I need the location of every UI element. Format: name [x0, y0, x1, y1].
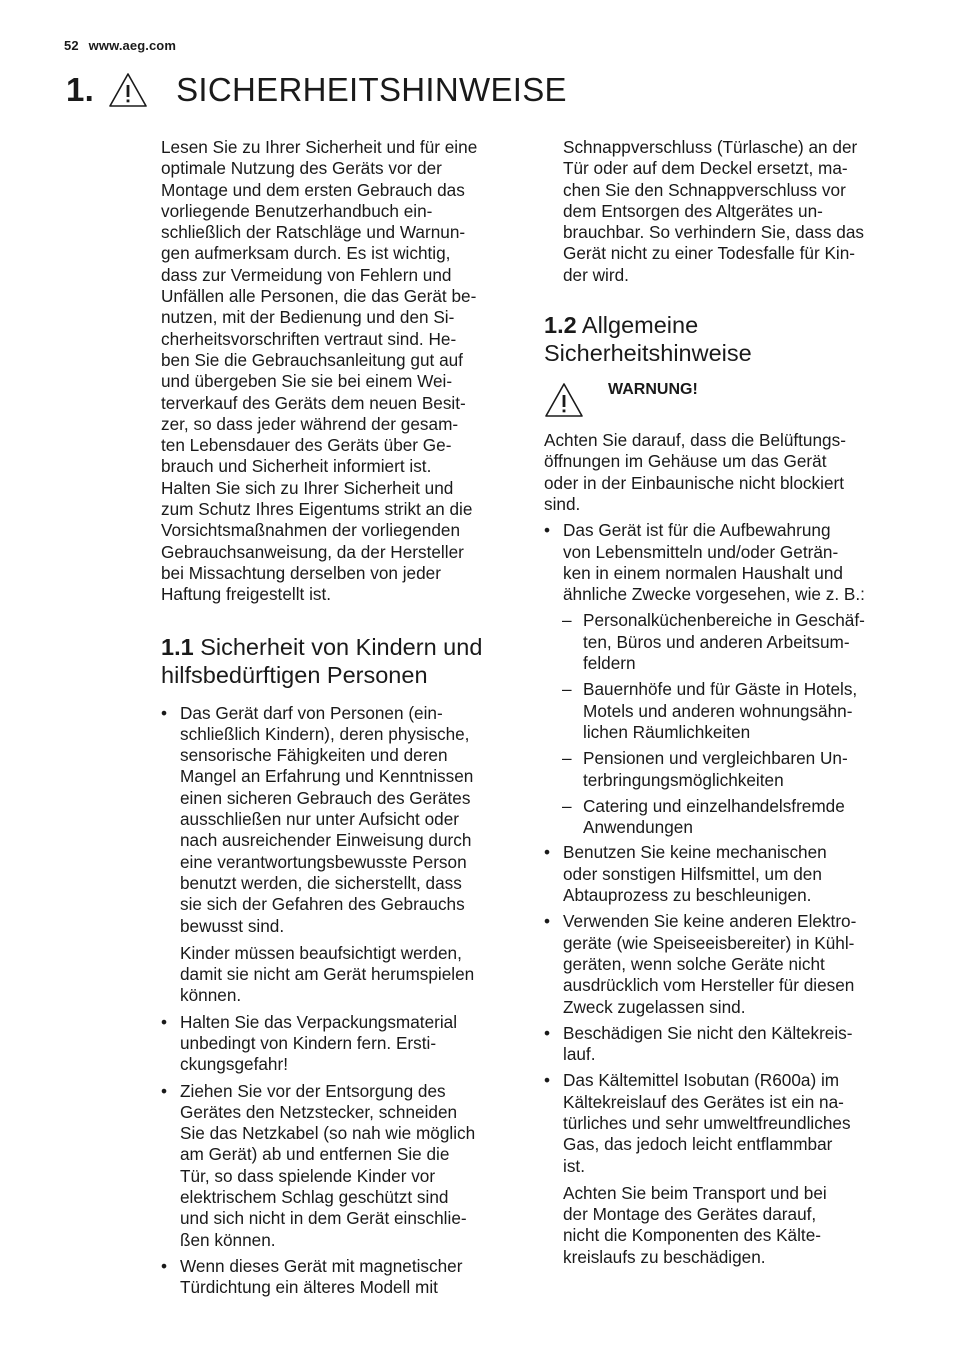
text-line: Pensionen und vergleichbaren Un-: [583, 748, 848, 769]
text-line: Abtauprozess zu beschleunigen.: [563, 885, 812, 906]
sub-list-item: [544, 796, 914, 839]
text-line: nach ausreichender Einweisung durch: [180, 830, 472, 851]
section-title-line: hilfsbedürftigen Personen: [161, 661, 428, 688]
text-line: Montage und dem ersten Gebrauch das: [161, 179, 465, 200]
warning-label: WARNUNG!: [608, 381, 698, 399]
text-line: sind.: [544, 493, 581, 514]
text-line: der Montage des Gerätes darauf,: [563, 1204, 817, 1225]
text-line: Gas, das jedoch leicht entflammbar: [563, 1134, 833, 1155]
chapter-title: [66, 68, 567, 112]
text-line: feldern: [583, 653, 636, 674]
text-line: ben Sie die Gebrauchsanleitung gut auf: [161, 349, 463, 370]
text-line: Tür, so dass spielende Kinder vor: [180, 1165, 436, 1186]
text-line: Motels und anderen wohnungsähn-: [583, 700, 853, 721]
text-line: terbringungsmöglichkeiten: [583, 769, 784, 790]
page-header: [64, 38, 176, 53]
text-line: Zweck zugelassen sind.: [563, 996, 746, 1017]
website-link[interactable]: www.aeg.com: [88, 38, 176, 53]
text-line: Tür oder auf dem Deckel ersetzt, ma-: [563, 158, 848, 179]
text-line: von Lebensmitteln und/oder Geträn-: [563, 541, 839, 562]
text-line: geräten, wenn solche Geräte nicht: [563, 953, 825, 974]
bullet-marker: •: [161, 1080, 168, 1101]
text-line: Das Gerät ist für die Aufbewahrung: [563, 520, 831, 541]
text-line: einen sicheren Gebrauch des Gerätes: [180, 787, 471, 808]
text-line: ausschließen nur unter Aufsicht oder: [180, 809, 459, 830]
bullet-marker: •: [544, 520, 551, 541]
text-line: Haftung freigestellt ist.: [161, 584, 332, 605]
text-line: kreislaufs zu beschädigen.: [563, 1246, 766, 1267]
list-item: [544, 520, 914, 605]
list-item: [161, 1256, 526, 1299]
sub-list-item: [544, 679, 914, 743]
list-item: [161, 703, 526, 1007]
text-line: Türdichtung ein älteres Modell mit: [180, 1277, 438, 1298]
text-line: oder in der Einbaunische nicht blockiert: [544, 472, 845, 493]
text-line: am Gerät) ab und entfernen Sie die: [180, 1144, 450, 1165]
warning-box: [544, 373, 914, 418]
section-1-2-heading: [544, 311, 914, 367]
text-line: Unfällen alle Personen, die das Gerät be-: [161, 286, 477, 307]
text-line: bei Missachtung derselben von jeder: [161, 562, 441, 583]
text-line: oder sonstigen Hilfsmittel, um den: [563, 863, 822, 884]
text-line: Beschädigen Sie nicht den Kältekreis-: [563, 1022, 853, 1043]
text-line: ten, Büros und anderen Arbeitsum-: [583, 631, 850, 652]
text-line: ausdrücklich vom Hersteller für diesen: [563, 975, 855, 996]
text-line: Achten Sie beim Transport und bei: [563, 1182, 827, 1203]
text-line: elektrischem Schlag geschützt sind: [180, 1187, 449, 1208]
text-line: schließlich der Ratschläge und Warnun-: [161, 222, 466, 243]
text-line: Halten Sie das Verpackungsmaterial: [180, 1011, 458, 1032]
text-line: damit sie nicht am Gerät herumspielen: [180, 964, 475, 985]
text-line: brauch und Sicherheit informiert ist.: [161, 456, 432, 477]
bullet-marker: •: [161, 702, 168, 723]
left-column: [161, 137, 526, 1299]
text-line: türliches und sehr umweltfreundliches: [563, 1112, 851, 1133]
text-line: Halten Sie sich zu Ihrer Sicherheit und: [161, 477, 454, 498]
text-line: sensorische Fähigkeiten und deren: [180, 745, 448, 766]
text-line: Gerätes den Netzstecker, schneiden: [180, 1101, 458, 1122]
text-line: Sie das Netzkabel (so nah wie möglich: [180, 1123, 476, 1144]
bullet-extra-paragraph: [563, 1183, 914, 1268]
text-line: ten Lebensdauer des Geräts über Ge-: [161, 435, 452, 456]
bullet-marker: •: [544, 1070, 551, 1091]
text-line: Das Gerät darf von Personen (ein-: [180, 702, 443, 723]
text-line: Gerät nicht zu einer Todesfalle für Kin-: [563, 243, 856, 264]
dash-marker: –: [562, 748, 572, 769]
text-line: unbedingt von Kindern fern. Ersti-: [180, 1032, 437, 1053]
bullet-marker: •: [544, 1022, 551, 1043]
list-item: [161, 1012, 526, 1076]
section-number: 1.1: [161, 633, 194, 660]
text-line: Das Kältemittel Isobutan (R600a) im: [563, 1070, 840, 1091]
bullet-marker: •: [161, 1011, 168, 1032]
text-line: Wenn dieses Gerät mit magnetischer: [180, 1255, 463, 1276]
text-line: Achten Sie darauf, dass die Belüftungs-: [544, 430, 846, 451]
text-line: können.: [180, 985, 242, 1006]
list-item: [544, 842, 914, 906]
text-line: Schnappverschluss (Türlasche) an der: [563, 137, 858, 157]
section-number: 1.2: [544, 312, 577, 339]
text-line: brauchbar. So verhindern Sie, dass das: [563, 222, 864, 243]
chapter-number: 1.: [66, 71, 95, 108]
text-line: lichen Räumlichkeiten: [583, 721, 751, 742]
text-line: Personalküchenbereiche in Geschäf-: [583, 610, 865, 631]
sub-list-item: [544, 610, 914, 674]
text-line: lauf.: [563, 1044, 596, 1065]
text-line: schließlich Kindern), deren physische,: [180, 723, 470, 744]
text-line: terverkauf des Geräts dem neuen Besit-: [161, 392, 466, 413]
text-line: dass zur Vermeidung von Fehlern und: [161, 264, 452, 285]
intro-paragraph: [161, 137, 526, 606]
text-line: ken in einem normalen Haushalt und: [563, 562, 843, 583]
section-1-1-heading: [161, 633, 526, 689]
right-column: [544, 137, 914, 1268]
text-line: sie sich der Gefahren des Gebrauchs: [180, 894, 465, 915]
text-line: ähnliche Zwecke vorgesehen, wie z. B.:: [563, 584, 865, 605]
warning-triangle-icon: [544, 382, 584, 418]
section-title-line: Allgemeine: [581, 312, 699, 339]
text-line: gen aufmerksam durch. Es ist wichtig,: [161, 243, 451, 264]
bullet-marker: •: [161, 1255, 168, 1276]
text-line: Kältekreislauf des Gerätes ist ein na-: [563, 1091, 844, 1112]
text-line: ckungsgefahr!: [180, 1054, 288, 1075]
text-line: zum Schutz Ihres Eigentums strikt an die: [161, 499, 473, 520]
text-line: Vorsichtsmaßnahmen der vorliegenden: [161, 520, 461, 541]
section-title-line: Sicherheit von Kindern und: [200, 633, 483, 660]
text-line: chen Sie den Schnappverschluss vor: [563, 179, 846, 200]
text-line: dem Entsorgen des Altgerätes un-: [563, 200, 823, 221]
text-line: Verwenden Sie keine anderen Elektro-: [563, 911, 857, 932]
dash-marker: –: [562, 795, 572, 816]
text-line: Bauernhöfe und für Gäste in Hotels,: [583, 679, 858, 700]
warning-paragraph: [544, 430, 914, 515]
text-line: und übergeben Sie sie bei einem Wei-: [161, 371, 453, 392]
bullet-extra-paragraph: [180, 943, 526, 1007]
text-line: der wird.: [563, 264, 629, 285]
bullet-marker: •: [544, 842, 551, 863]
bullet-marker: •: [544, 911, 551, 932]
chapter-heading: SICHERHEITSHINWEISE: [176, 71, 567, 108]
dash-marker: –: [562, 610, 572, 631]
text-line: Mangel an Erfahrung und Kenntnissen: [180, 766, 474, 787]
text-line: Benutzen Sie keine mechanischen: [563, 842, 827, 863]
text-line: Kinder müssen beaufsichtigt werden,: [180, 942, 462, 963]
text-line: eine verantwortungsbewusste Person: [180, 851, 467, 872]
text-line: ßen können.: [180, 1229, 276, 1250]
text-line: bewusst sind.: [180, 915, 285, 936]
text-line: Catering und einzelhandelsfremde: [583, 795, 845, 816]
text-line: öffnungen im Gehäuse um das Gerät: [544, 451, 827, 472]
text-line: Lesen Sie zu Ihrer Sicherheit und für eine: [161, 137, 478, 157]
text-line: optimale Nutzung des Geräts vor der: [161, 158, 442, 179]
text-line: vorliegende Benutzerhandbuch ein-: [161, 200, 433, 221]
warning-triangle-icon: [108, 72, 148, 108]
page-number: 52: [64, 38, 79, 53]
text-line: geräte (wie Speiseeisbereiter) in Kühl-: [563, 932, 855, 953]
text-line: cherheitsvorschriften vertraut sind. He-: [161, 328, 457, 349]
text-line: ist.: [563, 1155, 585, 1176]
list-item: [161, 1081, 526, 1251]
text-line: nutzen, mit der Bedienung und den Si-: [161, 307, 455, 328]
dash-marker: –: [562, 679, 572, 700]
text-line: nicht die Komponenten des Kälte-: [563, 1225, 821, 1246]
list-item-continuation: [544, 137, 914, 286]
text-line: Ziehen Sie vor der Entsorgung des: [180, 1080, 446, 1101]
section-title-line: Sicherheitshinweise: [544, 340, 752, 367]
text-line: Gebrauchsanweisung, da der Hersteller: [161, 541, 464, 562]
sub-list-item: [544, 748, 914, 791]
list-item: [544, 1023, 914, 1066]
text-line: und sich nicht in dem Gerät einschlie-: [180, 1208, 467, 1229]
list-item: [544, 911, 914, 1017]
list-item: [544, 1070, 914, 1268]
text-line: zer, so dass jeder während der gesam-: [161, 413, 459, 434]
text-line: Anwendungen: [583, 817, 693, 838]
text-line: benutzt werden, die sicherstellt, dass: [180, 872, 462, 893]
